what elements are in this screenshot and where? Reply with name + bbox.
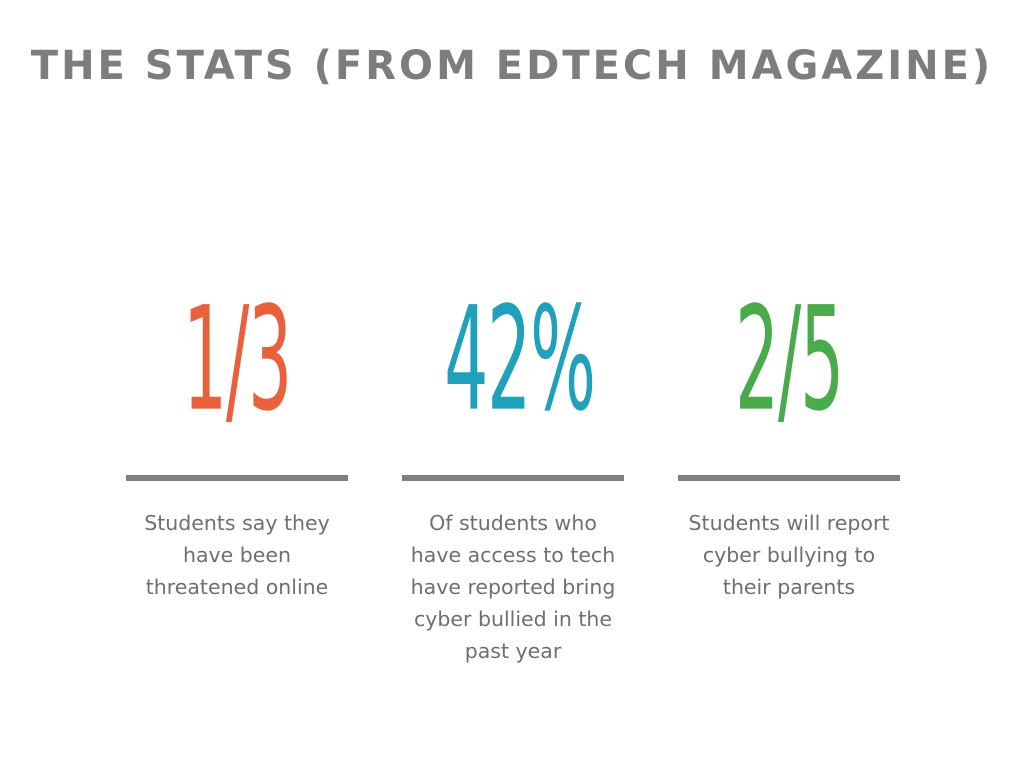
stat-block-1 [126, 270, 348, 599]
slide-title: THE STATS (FROM EDTECH MAGAZINE) [30, 43, 994, 89]
stat-divider-1 [126, 475, 348, 481]
stat-caption-1-line-1: Students say they [144, 511, 330, 535]
stat-caption-2-line-2: have access to tech [410, 543, 616, 567]
stat-caption-2-line-1: Of students who [429, 511, 597, 535]
stat-caption-3-line-3: their parents [722, 575, 856, 599]
stat-caption-1-line-2: have been [182, 543, 292, 567]
stat-caption-3 [668, 507, 910, 603]
stat-caption-2 [392, 507, 634, 667]
stat-caption-3-line-1: Students will report [688, 511, 890, 535]
stat-caption-1 [116, 507, 358, 603]
stat-value-2: 42% [444, 276, 595, 444]
stat-caption-2-line-3: have reported bring [410, 575, 616, 599]
stat-caption-2-line-4: cyber bullied in the [413, 607, 613, 631]
stat-caption-3-line-2: cyber bullying to [702, 543, 876, 567]
stat-caption-2-line-5: past year [464, 639, 562, 663]
stat-block-2 [402, 270, 624, 663]
stat-block-3 [678, 270, 900, 599]
stat-divider-2 [402, 475, 624, 481]
stat-divider-3 [678, 475, 900, 481]
stat-value-3: 2/5 [734, 276, 844, 444]
stat-caption-1-line-3: threatened online [145, 575, 329, 599]
stat-value-1: 1/3 [182, 276, 292, 444]
